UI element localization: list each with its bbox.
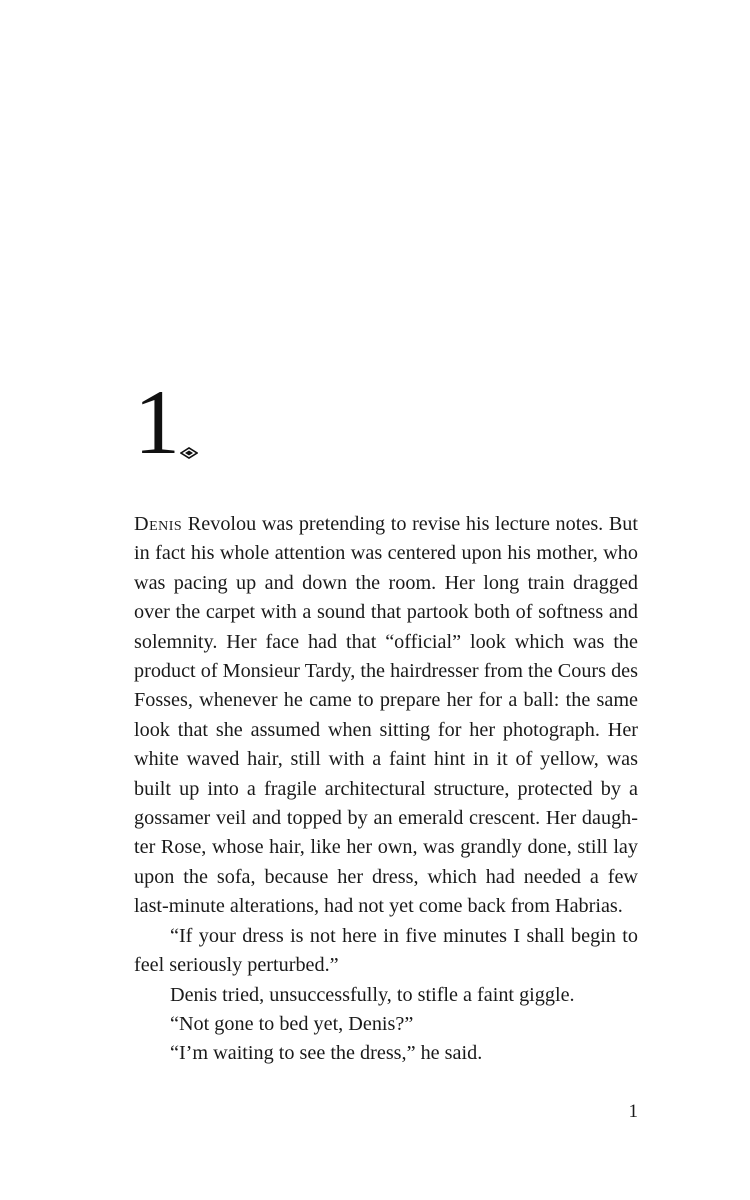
chapter-number: 1 xyxy=(134,371,178,473)
opening-word: Denis xyxy=(134,513,183,535)
chapter-heading xyxy=(134,371,198,473)
page-number: 1 xyxy=(628,1101,638,1122)
paragraph: “If your dress is not here in five minutes I shall begin to feel seriously perturbed.” xyxy=(134,924,638,977)
paragraph: “I’m waiting to see the dress,” he said. xyxy=(170,1042,483,1065)
paragraph: Denis tried, unsuccessfully, to stifle a faint giggle. xyxy=(170,983,575,1006)
paragraph: “Not gone to bed yet, Denis?” xyxy=(170,1012,414,1035)
diamond-ornament-icon xyxy=(180,446,198,458)
opening-paragraph-text: Revolou was pretending to revise his lecture notes. But in fact his whole attention was centered upon his mother, who was pacing up and down the room. Her long train dragged over the carpet with a sound that partook both of softness and solemnity. Her face had that “official” look which was the product of Monsieur Tardy, the hairdresser from the Cours des Fosses, whenever he came to prepare her for a ball: the same look that she assumed when sitting for her photograph. Her white waved hair, still with a faint hint in it of yellow, was built up into a fragile architectural structure, protected by a gossamer veil and topped by an emerald crescent. Her daughter Rose, whose hair, like her own, was grandly done, still lay upon the sofa, because her dress, which had needed a few last-minute alterations, had not yet come back from Habrias. xyxy=(134,513,638,918)
chapter-text xyxy=(134,510,638,1069)
opening-paragraph xyxy=(134,510,638,922)
